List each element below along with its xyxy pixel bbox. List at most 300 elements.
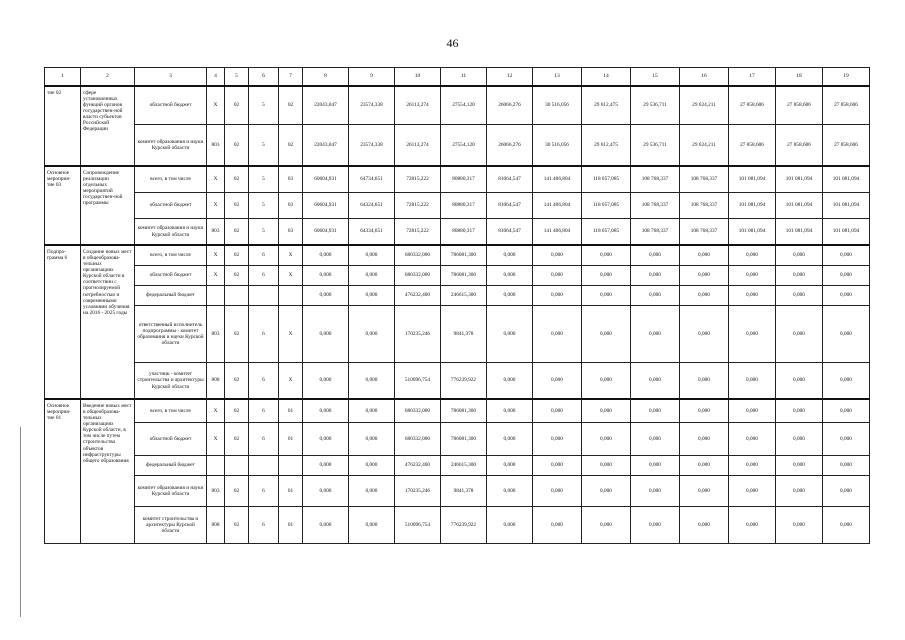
value-cell: 0,000 — [487, 399, 533, 423]
value-cell: 80880,317 — [441, 193, 487, 219]
value-cell: 0,000 — [533, 306, 582, 363]
value-cell: 0,000 — [349, 456, 395, 476]
value-cell: 6 — [249, 363, 279, 400]
funding-source: комитет образования и науки Курской области — [135, 125, 207, 167]
value-cell: 0,000 — [303, 245, 349, 266]
funding-source: федеральный бюджет — [135, 456, 207, 476]
funding-source: областной бюджет — [135, 86, 207, 125]
value-cell: 0,000 — [823, 306, 870, 363]
table-row — [45, 219, 870, 246]
value-cell: 0,000 — [349, 286, 395, 306]
header-cell: 18 — [776, 68, 823, 87]
value-cell: 03 — [279, 166, 303, 193]
value-cell: 0,000 — [680, 423, 729, 456]
funding-source: федеральный бюджет — [135, 286, 207, 306]
value-cell: 101 081,094 — [776, 166, 823, 193]
value-cell: 0,000 — [631, 476, 680, 507]
value-cell: 0,000 — [680, 507, 729, 544]
value-cell: 0,000 — [729, 476, 776, 507]
value-cell: 81064,547 — [487, 166, 533, 193]
value-cell — [279, 456, 303, 476]
value-cell: Х — [279, 266, 303, 286]
value-cell: 0,000 — [776, 266, 823, 286]
value-cell: 5 — [249, 125, 279, 167]
value-cell: 23574,338 — [349, 86, 395, 125]
table-row — [45, 423, 870, 456]
table-row — [45, 86, 870, 125]
header-row — [45, 68, 870, 87]
table-row — [45, 306, 870, 363]
value-cell: 141 406,804 — [533, 219, 582, 246]
value-cell: 26113,274 — [395, 86, 441, 125]
value-cell: 60604,931 — [303, 166, 349, 193]
value-cell: 02 — [225, 86, 249, 125]
value-cell: 246615,300 — [441, 286, 487, 306]
value-cell: 0,000 — [729, 507, 776, 544]
funding-source: всего, в том числе — [135, 245, 207, 266]
value-cell: 0,000 — [582, 476, 631, 507]
value-cell: 108 768,337 — [680, 219, 729, 246]
header-cell: 2 — [81, 68, 135, 87]
table-row — [45, 193, 870, 219]
value-cell: 0,000 — [729, 266, 776, 286]
value-cell: 02 — [225, 399, 249, 423]
value-cell: 0,000 — [680, 363, 729, 400]
value-cell: 64334,651 — [349, 219, 395, 246]
value-cell: 680332,000 — [395, 399, 441, 423]
value-cell: 0,000 — [533, 266, 582, 286]
value-cell: 0,000 — [729, 456, 776, 476]
value-cell: 0,000 — [729, 399, 776, 423]
value-cell: 6 — [249, 476, 279, 507]
value-cell: 64324,651 — [349, 193, 395, 219]
value-cell: 0,000 — [533, 363, 582, 400]
value-cell — [225, 456, 249, 476]
value-cell: 101 081,094 — [823, 219, 870, 246]
value-cell: 803 — [207, 476, 225, 507]
value-cell: 72815,222 — [395, 166, 441, 193]
value-cell — [207, 456, 225, 476]
value-cell: 0,000 — [303, 476, 349, 507]
value-cell: 27 858,606 — [776, 125, 823, 167]
value-cell: 0,000 — [533, 507, 582, 544]
value-cell: 803 — [207, 219, 225, 246]
value-cell: Х — [279, 245, 303, 266]
value-cell: 02 — [279, 125, 303, 167]
value-cell: 60604,931 — [303, 193, 349, 219]
value-cell: 23574,338 — [349, 125, 395, 167]
header-cell: 17 — [729, 68, 776, 87]
value-cell: 0,000 — [823, 423, 870, 456]
value-cell: Х — [207, 166, 225, 193]
value-cell: 680332,000 — [395, 266, 441, 286]
program-description: Введение новых мест в общеобразова-тельных организациях Курской области, в том числе путем строительства объектов инфраструктуры общего образования — [81, 399, 135, 544]
value-cell: 0,000 — [487, 363, 533, 400]
value-cell: Х — [207, 193, 225, 219]
value-cell: 786081,300 — [441, 245, 487, 266]
value-cell: 02 — [225, 193, 249, 219]
value-cell: 27 858,606 — [776, 86, 823, 125]
value-cell: 26066,276 — [487, 86, 533, 125]
value-cell: 0,000 — [729, 245, 776, 266]
value-cell: 0,000 — [487, 286, 533, 306]
value-cell: 0,000 — [631, 423, 680, 456]
header-cell: 14 — [582, 68, 631, 87]
value-cell: 0,000 — [582, 456, 631, 476]
value-cell: 6 — [249, 423, 279, 456]
value-cell: 29 624,211 — [680, 86, 729, 125]
header-cell: 10 — [395, 68, 441, 87]
value-cell: 0,000 — [303, 266, 349, 286]
header-cell: 3 — [135, 68, 207, 87]
value-cell: 6 — [249, 507, 279, 544]
header-cell: 1 — [45, 68, 81, 87]
value-cell: 0,000 — [582, 399, 631, 423]
value-cell: 0,000 — [631, 245, 680, 266]
value-cell: 0,000 — [776, 286, 823, 306]
value-cell: 5 — [249, 86, 279, 125]
value-cell: 0,000 — [823, 363, 870, 400]
value-cell: 30 516,056 — [533, 86, 582, 125]
value-cell: 0,000 — [680, 399, 729, 423]
header-cell: 19 — [823, 68, 870, 87]
value-cell: 476232,400 — [395, 286, 441, 306]
value-cell: 786081,300 — [441, 399, 487, 423]
value-cell: 0,000 — [776, 306, 823, 363]
value-cell: 29 612,475 — [582, 125, 631, 167]
value-cell: 02 — [279, 86, 303, 125]
value-cell: 118 057,085 — [582, 193, 631, 219]
value-cell: 22043,047 — [303, 86, 349, 125]
value-cell: 0,000 — [631, 363, 680, 400]
value-cell: 0,000 — [303, 399, 349, 423]
value-cell: 0,000 — [303, 286, 349, 306]
value-cell: 0,000 — [823, 399, 870, 423]
value-cell — [279, 286, 303, 306]
value-cell: 0,000 — [776, 456, 823, 476]
value-cell: 0,000 — [631, 456, 680, 476]
value-cell — [249, 456, 279, 476]
value-cell: 0,000 — [582, 363, 631, 400]
value-cell: 776239,922 — [441, 363, 487, 400]
value-cell: 80880,317 — [441, 219, 487, 246]
value-cell: Х — [207, 266, 225, 286]
value-cell: 5 — [249, 166, 279, 193]
value-cell: 6 — [249, 306, 279, 363]
value-cell: Х — [207, 245, 225, 266]
table-row — [45, 363, 870, 400]
funding-source: областной бюджет — [135, 193, 207, 219]
value-cell: 26066,276 — [487, 125, 533, 167]
value-cell: 0,000 — [776, 507, 823, 544]
value-cell: 01 — [279, 399, 303, 423]
value-cell: 108 768,337 — [680, 193, 729, 219]
value-cell: 0,000 — [680, 456, 729, 476]
value-cell: 0,000 — [349, 399, 395, 423]
value-cell: 0,000 — [303, 306, 349, 363]
value-cell: 02 — [225, 363, 249, 400]
program-description: Создание новых мест в общеобразова-тельных организациях Курской области в соответствии с прогнозируемой потребностью и современными условиями обучения на 2016 - 2025 годы — [81, 245, 135, 399]
funding-source: участник - комитет строительства и архитектуры Курской области — [135, 363, 207, 400]
value-cell: 0,000 — [533, 399, 582, 423]
value-cell: 101 081,094 — [729, 193, 776, 219]
value-cell: 29 536,711 — [631, 86, 680, 125]
value-cell: 0,000 — [729, 363, 776, 400]
funding-source: всего, в том числе — [135, 166, 207, 193]
value-cell: 0,000 — [776, 245, 823, 266]
value-cell: 27 858,606 — [823, 125, 870, 167]
table-row — [45, 507, 870, 544]
value-cell: 03 — [279, 193, 303, 219]
program-code: Основное мероприя-тие 03 — [45, 166, 81, 245]
page-number: 46 — [446, 36, 459, 50]
value-cell: 108 768,337 — [631, 219, 680, 246]
value-cell: 0,000 — [533, 245, 582, 266]
value-cell: 27 858,606 — [729, 86, 776, 125]
value-cell: 0,000 — [631, 286, 680, 306]
value-cell: 5 — [249, 193, 279, 219]
value-cell: 6 — [249, 399, 279, 423]
value-cell: 02 — [225, 306, 249, 363]
value-cell: 29 612,475 — [582, 86, 631, 125]
funding-source: комитет образования и науки Курской области — [135, 476, 207, 507]
value-cell: 0,000 — [582, 306, 631, 363]
value-cell: 0,000 — [680, 286, 729, 306]
header-cell: 5 — [225, 68, 249, 87]
value-cell: 803 — [207, 306, 225, 363]
header-cell: 16 — [680, 68, 729, 87]
table-row — [45, 456, 870, 476]
value-cell: 101 081,094 — [729, 166, 776, 193]
value-cell: 680332,000 — [395, 423, 441, 456]
value-cell: 101 081,094 — [776, 193, 823, 219]
value-cell: 101 081,094 — [823, 166, 870, 193]
value-cell: 80880,317 — [441, 166, 487, 193]
table-row — [45, 286, 870, 306]
value-cell: 0,000 — [823, 507, 870, 544]
value-cell: 01 — [279, 423, 303, 456]
funding-source: комитет строительства и архитектуры Курской области — [135, 507, 207, 544]
value-cell: 60604,931 — [303, 219, 349, 246]
value-cell: 27 858,606 — [823, 86, 870, 125]
value-cell: 0,000 — [303, 363, 349, 400]
value-cell: 0,000 — [823, 245, 870, 266]
value-cell: 0,000 — [303, 456, 349, 476]
header-cell: 4 — [207, 68, 225, 87]
funding-source: всего, в том числе — [135, 399, 207, 423]
value-cell: 0,000 — [533, 423, 582, 456]
value-cell: 803 — [207, 125, 225, 167]
value-cell: 0,000 — [776, 476, 823, 507]
header-cell: 12 — [487, 68, 533, 87]
value-cell: 510096,754 — [395, 507, 441, 544]
header-cell: 8 — [303, 68, 349, 87]
program-code: Основное мероприя-тие 01 — [45, 399, 81, 544]
value-cell: 786081,300 — [441, 423, 487, 456]
budget-table — [44, 67, 870, 544]
value-cell: 27554,120 — [441, 86, 487, 125]
budget-table-body — [45, 68, 870, 544]
value-cell: 101 081,094 — [729, 219, 776, 246]
value-cell: 0,000 — [349, 507, 395, 544]
program-code: Подпро-грамма 6 — [45, 245, 81, 399]
value-cell: 02 — [225, 166, 249, 193]
value-cell: 81064,547 — [487, 219, 533, 246]
value-cell: Х — [207, 86, 225, 125]
program-description: сфере установленных функций органов государствен-ной власти субъектов Российской Федерации — [81, 86, 135, 166]
value-cell: 0,000 — [680, 476, 729, 507]
value-cell: 0,000 — [487, 306, 533, 363]
header-cell: 6 — [249, 68, 279, 87]
value-cell: 0,000 — [349, 423, 395, 456]
value-cell: 81064,547 — [487, 193, 533, 219]
value-cell: 0,000 — [487, 423, 533, 456]
value-cell: 9841,378 — [441, 476, 487, 507]
value-cell: 476232,400 — [395, 456, 441, 476]
value-cell: 6 — [249, 266, 279, 286]
value-cell: 0,000 — [631, 399, 680, 423]
value-cell: 64734,651 — [349, 166, 395, 193]
header-cell: 7 — [279, 68, 303, 87]
value-cell: 6 — [249, 245, 279, 266]
value-cell: 0,000 — [487, 245, 533, 266]
table-row — [45, 476, 870, 507]
funding-source: комитет образования и науки Курской области — [135, 219, 207, 246]
value-cell: 0,000 — [487, 507, 533, 544]
header-cell: 11 — [441, 68, 487, 87]
value-cell — [249, 286, 279, 306]
value-cell: 0,000 — [680, 266, 729, 286]
value-cell: 680332,000 — [395, 245, 441, 266]
value-cell: 0,000 — [533, 476, 582, 507]
value-cell: 0,000 — [349, 476, 395, 507]
value-cell: Х — [207, 399, 225, 423]
value-cell: 01 — [279, 476, 303, 507]
value-cell: 0,000 — [487, 456, 533, 476]
value-cell: 108 768,337 — [631, 193, 680, 219]
value-cell: 30 516,056 — [533, 125, 582, 167]
header-cell: 13 — [533, 68, 582, 87]
value-cell: 72815,222 — [395, 193, 441, 219]
value-cell: 808 — [207, 507, 225, 544]
value-cell: 170235,246 — [395, 306, 441, 363]
header-cell: 15 — [631, 68, 680, 87]
program-code: тие 02 — [45, 86, 81, 166]
value-cell: 108 768,337 — [631, 166, 680, 193]
value-cell: 0,000 — [776, 423, 823, 456]
value-cell: 170235,246 — [395, 476, 441, 507]
value-cell: 02 — [225, 476, 249, 507]
value-cell: 03 — [279, 219, 303, 246]
value-cell: 29 536,711 — [631, 125, 680, 167]
value-cell: 118 057,085 — [582, 219, 631, 246]
value-cell: 0,000 — [823, 266, 870, 286]
value-cell: 0,000 — [582, 423, 631, 456]
table-row — [45, 399, 870, 423]
value-cell: 0,000 — [582, 507, 631, 544]
value-cell: 141 406,804 — [533, 166, 582, 193]
value-cell: 0,000 — [729, 286, 776, 306]
table-row — [45, 245, 870, 266]
table-row — [45, 266, 870, 286]
header-cell: 9 — [349, 68, 395, 87]
value-cell: 808 — [207, 363, 225, 400]
value-cell: 02 — [225, 125, 249, 167]
value-cell: 0,000 — [487, 266, 533, 286]
value-cell: 0,000 — [776, 363, 823, 400]
value-cell: 22043,047 — [303, 125, 349, 167]
value-cell: 0,000 — [582, 286, 631, 306]
value-cell — [207, 286, 225, 306]
value-cell: 0,000 — [631, 306, 680, 363]
value-cell: 0,000 — [729, 423, 776, 456]
value-cell: 0,000 — [631, 266, 680, 286]
value-cell: 0,000 — [776, 399, 823, 423]
value-cell: 0,000 — [729, 306, 776, 363]
value-cell: 141 406,804 — [533, 193, 582, 219]
value-cell: 108 768,337 — [680, 166, 729, 193]
value-cell: 02 — [225, 507, 249, 544]
value-cell: 5 — [249, 219, 279, 246]
table-row — [45, 125, 870, 167]
value-cell: Х — [279, 306, 303, 363]
value-cell: 0,000 — [533, 456, 582, 476]
value-cell: 02 — [225, 266, 249, 286]
value-cell: 0,000 — [349, 245, 395, 266]
value-cell: 510096,754 — [395, 363, 441, 400]
funding-source: областной бюджет — [135, 423, 207, 456]
value-cell: 0,000 — [533, 286, 582, 306]
value-cell: 0,000 — [349, 266, 395, 286]
value-cell: 0,000 — [680, 245, 729, 266]
value-cell: 101 081,094 — [823, 193, 870, 219]
value-cell: 0,000 — [582, 266, 631, 286]
value-cell: 27554,120 — [441, 125, 487, 167]
value-cell: 776239,922 — [441, 507, 487, 544]
value-cell: 02 — [225, 245, 249, 266]
value-cell: 246615,300 — [441, 456, 487, 476]
value-cell: 0,000 — [303, 423, 349, 456]
value-cell: 0,000 — [349, 306, 395, 363]
value-cell: 0,000 — [631, 507, 680, 544]
value-cell: 0,000 — [303, 507, 349, 544]
value-cell: 01 — [279, 507, 303, 544]
value-cell: 0,000 — [823, 456, 870, 476]
value-cell: 0,000 — [487, 476, 533, 507]
value-cell — [225, 286, 249, 306]
funding-source: ответственный исполнитель подпрограммы - комитет образования и науки Курской области — [135, 306, 207, 363]
value-cell: 9841,378 — [441, 306, 487, 363]
scan-margin-line — [20, 427, 21, 617]
program-description: Сопровождение реализации отдельных мероприятий государствен-ной программы — [81, 166, 135, 245]
table-row — [45, 166, 870, 193]
value-cell: 0,000 — [680, 306, 729, 363]
value-cell: 0,000 — [582, 245, 631, 266]
value-cell: 27 858,606 — [729, 125, 776, 167]
value-cell: 72815,222 — [395, 219, 441, 246]
value-cell: 0,000 — [823, 286, 870, 306]
value-cell: Х — [279, 363, 303, 400]
value-cell: 0,000 — [823, 476, 870, 507]
value-cell: Х — [207, 423, 225, 456]
value-cell: 118 057,085 — [582, 166, 631, 193]
value-cell: 101 081,094 — [776, 219, 823, 246]
value-cell: 26113,274 — [395, 125, 441, 167]
value-cell: 0,000 — [349, 363, 395, 400]
value-cell: 29 624,211 — [680, 125, 729, 167]
value-cell: 786081,300 — [441, 266, 487, 286]
value-cell: 02 — [225, 219, 249, 246]
